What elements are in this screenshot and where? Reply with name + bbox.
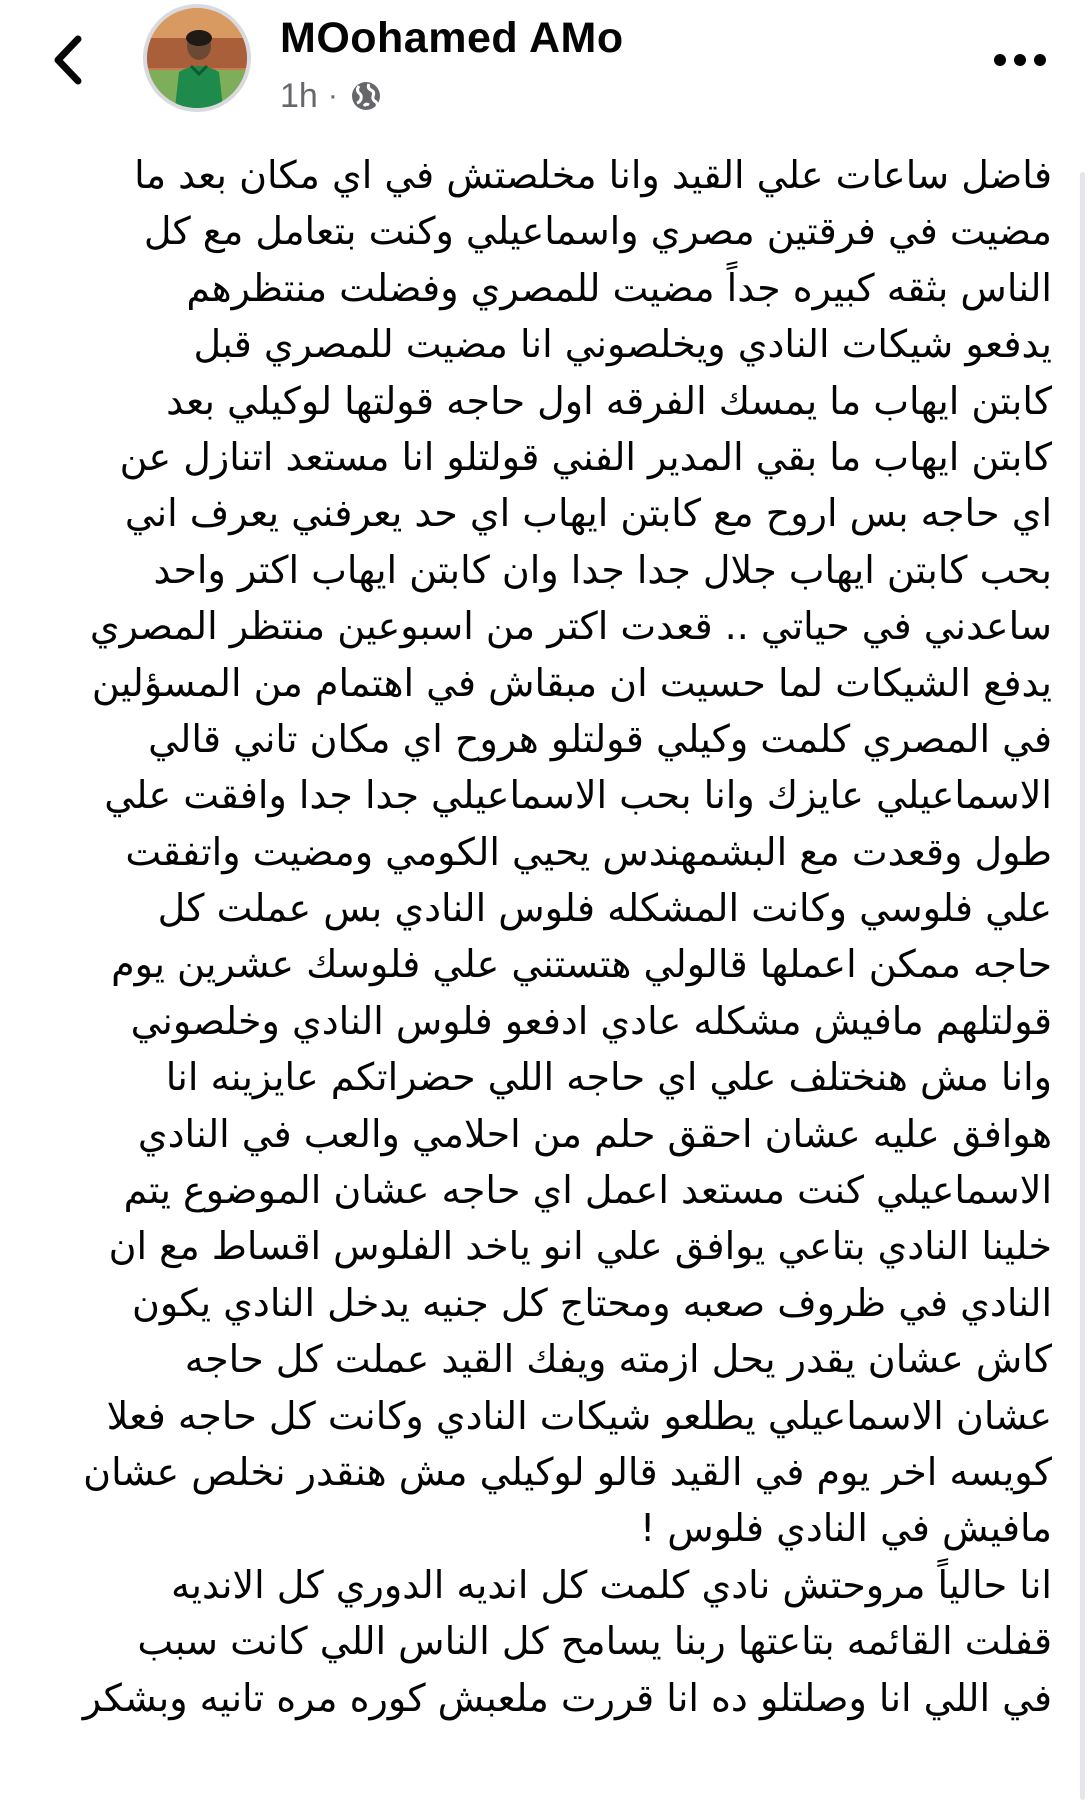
- post-text-line: النادي في ظروف صعبه ومحتاج كل جنيه يدخل النادي يكون: [132, 1280, 1052, 1325]
- chevron-left-icon: [50, 35, 86, 85]
- post-text-line: اي حاجه بس اروح مع كابتن ايهاب اي حد يعرفني يعرف اني: [124, 491, 1052, 536]
- post-text-line: بحب كابتن ايهاب جلال جدا جدا وان كابتن ايهاب اكتر واحد: [153, 547, 1052, 592]
- post-text-line: مافيش في النادي فلوس !: [639, 1506, 1052, 1551]
- post-text-line: فاضل ساعات علي القيد وانا مخلصتش في اي مكان بعد ما: [134, 153, 1052, 197]
- post-text-line: كابتن ايهاب ما بقي المدير الفني قولتلو انا مستعد اتنازل عن: [119, 434, 1052, 479]
- post-text-line: يدفع الشيكات لما حسيت ان مبقاش في اهتمام من المسؤلين: [91, 660, 1052, 705]
- globe-icon[interactable]: [350, 80, 382, 112]
- back-button[interactable]: [40, 28, 96, 92]
- post-text-line: وانا مش هنختلف علي اي حاجه اللي حضراتكم عايزينه انا: [165, 1055, 1052, 1100]
- post-text-line: كابتن ايهاب ما يمسك الفرقه اول حاجه قولتها لوكيلي بعد: [166, 378, 1052, 423]
- post-text-line: يدفعو شيكات النادي ويخلصوني انا مضيت للمصري قبل: [193, 322, 1052, 367]
- avatar[interactable]: [143, 4, 251, 112]
- post-text-line: كاش عشان يقدر يحل ازمته ويفك القيد عملت كل حاجه: [184, 1337, 1052, 1382]
- post-text-line: في اللي انا وصلتلو ده انا قررت ملعبش كوره مره تانيه وبشكر: [82, 1675, 1052, 1720]
- post-timestamp[interactable]: 1h: [280, 76, 318, 115]
- post-body: [30, 147, 1052, 1726]
- post-text-line: في المصري كلمت وكيلي قولتلو هروح اي مكان تاني قالي: [148, 716, 1052, 761]
- post-text-line: حاجه ممكن اعملها قالولي هتستني علي فلوسك عشرين يوم: [111, 942, 1052, 987]
- author-name[interactable]: MOohamed AMo: [280, 14, 624, 62]
- avatar-photo: [147, 8, 247, 108]
- more-horizontal-icon: [990, 52, 1050, 68]
- post-text-line: مضيت في فرقتين مصري واسماعيلي وكنت بتعامل مع كل: [143, 209, 1052, 254]
- post-text-line: ساعدني في حياتي .. قعدت اكتر من اسبوعين منتظر المصري: [89, 604, 1052, 649]
- post-text-line: قفلت القائمه بتاعتها ربنا يسامح كل الناس اللي كانت سبب: [137, 1619, 1052, 1664]
- post-text-line: خلينا النادي بتاعي يوافق علي انو ياخد الفلوس اقساط مع ان: [108, 1224, 1052, 1269]
- post-text-line: الاسماعيلي عايزك وانا بحب الاسماعيلي جدا جدا وافقت علي: [104, 773, 1052, 818]
- meta-separator: ·: [327, 79, 338, 112]
- post-text-line: طول وقعدت مع البشمهندس يحيي الكومي ومضيت واتفقت: [125, 829, 1052, 874]
- post-text-line: الناس بثقه كبيره جداً مضيت للمصري وفضلت منتظرهم: [186, 265, 1052, 310]
- scrollbar[interactable]: [1080, 172, 1085, 1800]
- post-text-line: هوافق عليه عشان احقق حلم من احلامي والعب في النادي: [137, 1111, 1052, 1156]
- more-options-button[interactable]: [985, 38, 1055, 82]
- post-text-line: علي فلوسي وكانت المشكله فلوس النادي بس عملت كل: [157, 886, 1052, 931]
- post-text-line: انا حالياً مروحتش نادي كلمت كل انديه الدوري كل الانديه: [171, 1562, 1052, 1607]
- post-text-line: عشان الاسماعيلي يطلعو شيكات النادي وكانت كل حاجه فعلا: [106, 1393, 1052, 1438]
- post-text-line: الاسماعيلي كنت مستعد اعمل اي حاجه عشان الموضوع يتم: [123, 1168, 1052, 1213]
- post-header: [0, 0, 1089, 130]
- post-text-line: قولتلهم مافيش مشكله عادي ادفعو فلوس النادي وخلصوني: [130, 998, 1052, 1043]
- post-meta: [280, 74, 382, 118]
- post-text-line: كويسه اخر يوم في القيد قالو لوكيلي مش هنقدر نخلص عشان: [83, 1449, 1052, 1494]
